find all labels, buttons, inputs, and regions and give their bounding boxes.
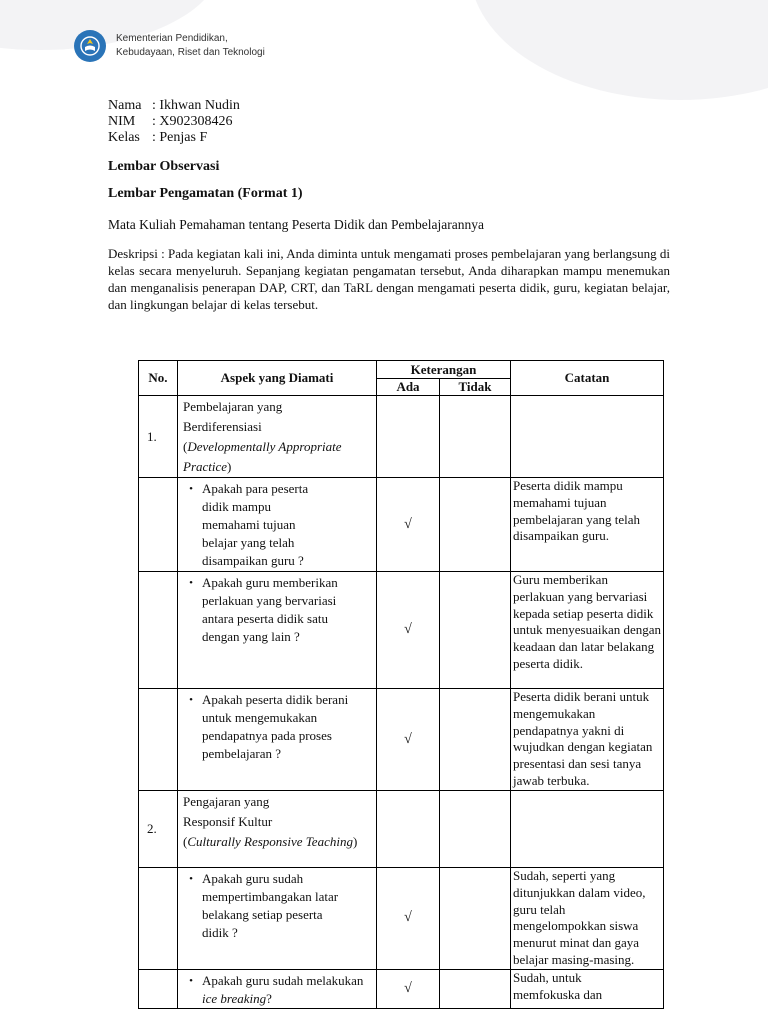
background-shape xyxy=(470,0,768,100)
note-text: Sudah, untuk memfokuska dan xyxy=(513,969,603,1002)
header-tidak: Tidak xyxy=(440,379,511,396)
bullet-icon: • xyxy=(189,873,193,885)
question-row xyxy=(139,868,664,970)
identity-row xyxy=(108,98,240,114)
question-text: Apakah peserta didik berani untuk mengemukakan pendapatnya pada proses pembelajaran ? xyxy=(202,692,349,761)
ministry-line-1: Kementerian Pendidikan, xyxy=(116,33,228,44)
paren-open: ( xyxy=(183,834,188,849)
ada-cell xyxy=(377,791,440,868)
identity-label: Nama xyxy=(108,98,142,113)
header-keterangan: Keterangan xyxy=(377,361,511,379)
empty-no-cell xyxy=(139,689,178,791)
empty-no-cell xyxy=(139,969,178,1008)
question-row xyxy=(139,478,664,572)
ministry-name xyxy=(116,32,265,60)
observation-table xyxy=(138,360,664,1009)
description-paragraph: Deskripsi : Pada kegiatan kali ini, Anda diminta untuk mengamati proses pembelajaran yang berlangsung di kelas secara menyeluruh. Sepanjang kegiatan pengamatan tersebut, Anda diharapkan mampu menemukan dan menganalisis penerapan DAP, CRT, dan TaRL dengan mengamati peserta didik, guru, kegiatan belajar, dan lingkungan belajar di kelas tersebut. xyxy=(108,246,670,312)
tidak-check xyxy=(440,969,511,1008)
section-number: 1. xyxy=(139,396,178,478)
tidak-check xyxy=(440,572,511,689)
tidak-check xyxy=(440,868,511,970)
section-title-line: Pengajaran yang xyxy=(183,794,270,809)
identity-value: : X902308426 xyxy=(152,114,233,129)
paren-open: ( xyxy=(183,439,188,454)
section-subtitle xyxy=(183,832,372,852)
paren-close: ) xyxy=(227,459,232,474)
note-cell xyxy=(511,572,664,689)
question-cell xyxy=(178,969,377,1008)
question-text: Apakah guru memberikan perlakuan yang bervariasi antara peserta didik satu dengan yang lain ? xyxy=(202,575,338,644)
tidak-cell xyxy=(440,791,511,868)
question-text: Apakah para peserta didik mampu memahami tujuan belajar yang telah disampaikan guru ? xyxy=(202,481,309,568)
note-cell xyxy=(511,969,664,1008)
question-cell xyxy=(178,868,377,970)
identity-label: Kelas xyxy=(108,130,140,145)
section-subtitle xyxy=(183,437,372,477)
ada-check: √ xyxy=(377,572,440,689)
question-prefix: Apakah guru sudah melakukan xyxy=(202,972,364,988)
question-text xyxy=(202,972,370,1008)
question-text: Apakah guru sudah mempertimbangakan latar belakang setiap peserta didik ? xyxy=(202,871,339,940)
bullet-icon: • xyxy=(189,694,193,706)
section-title xyxy=(178,791,377,868)
empty-no-cell xyxy=(139,478,178,572)
empty-no-cell xyxy=(139,572,178,689)
note-cell xyxy=(511,791,664,868)
ada-check: √ xyxy=(377,868,440,970)
note-text: Sudah, seperti yang ditunjukkan dalam video, guru telah mengelompokkan siswa menurut minat dan gaya belajar masing-masing. xyxy=(513,868,646,967)
tidak-check xyxy=(440,478,511,572)
tidak-cell xyxy=(440,396,511,478)
section-subtitle-italic: Culturally Responsive Teaching xyxy=(187,834,353,849)
question-row xyxy=(139,689,664,791)
identity-value: : Penjas F xyxy=(152,130,208,145)
ministry-line-2: Kebudayaan, Riset dan Teknologi xyxy=(116,47,265,58)
section-row xyxy=(139,396,664,478)
bullet-icon: • xyxy=(189,483,193,495)
ada-check: √ xyxy=(377,689,440,791)
section-subtitle-italic: Developmentally Appropriate Practice xyxy=(183,439,342,474)
question-row xyxy=(139,572,664,689)
question-italic: ice breaking xyxy=(202,990,267,1006)
question-cell xyxy=(178,572,377,689)
identity-row xyxy=(108,130,240,146)
identity-label: NIM xyxy=(108,114,136,129)
note-text: Peserta didik mampu memahami tujuan pembelajaran yang telah disampaikan guru. xyxy=(513,478,641,544)
question-cell xyxy=(178,478,377,572)
header-ada: Ada xyxy=(377,379,440,396)
header-no: No. xyxy=(139,361,178,396)
bullet-icon: • xyxy=(189,974,193,987)
tidak-check xyxy=(440,689,511,791)
section-title xyxy=(178,396,377,478)
ada-cell xyxy=(377,396,440,478)
note-cell xyxy=(511,868,664,970)
course-title: Mata Kuliah Pemahaman tentang Peserta Didik dan Pembelajarannya xyxy=(108,217,485,232)
question-cell xyxy=(178,689,377,791)
note-cell xyxy=(511,478,664,572)
note-text: Peserta didik berani untuk mengemukakan pendapatnya yakni di wujudkan dengan kegiatan presentasi dan sesi tanya jawab terbuka. xyxy=(513,689,653,788)
section-title-line: Responsif Kultur xyxy=(183,814,273,829)
format-heading: Lembar Pengamatan (Format 1) xyxy=(108,186,303,201)
header-catatan: Catatan xyxy=(511,361,664,396)
header-aspect: Aspek yang Diamati xyxy=(178,361,377,396)
letterhead xyxy=(74,30,265,62)
section-title-line: Pembelajaran yang xyxy=(183,399,283,414)
empty-no-cell xyxy=(139,868,178,970)
section-number: 2. xyxy=(139,791,178,868)
ada-check: √ xyxy=(377,478,440,572)
identity-value: : Ikhwan Nudin xyxy=(152,98,240,113)
observation-heading: Lembar Observasi xyxy=(108,159,220,174)
bullet-icon: • xyxy=(189,577,193,589)
tut-wuri-emblem-icon xyxy=(79,35,101,57)
identity-row xyxy=(108,114,240,130)
note-cell xyxy=(511,396,664,478)
note-text: Guru memberikan perlakuan yang bervariasi kepada setiap peserta didik untuk menyesuaikan dengan keadaan dan latar belakang peserta didik. xyxy=(513,572,662,671)
ministry-logo xyxy=(74,30,106,62)
question-suffix: ? xyxy=(266,990,272,1006)
section-row xyxy=(139,791,664,868)
student-identity xyxy=(108,98,240,146)
ada-check: √ xyxy=(377,969,440,1008)
section-title-line: Berdiferensiasi xyxy=(183,419,262,434)
question-row xyxy=(139,969,664,1008)
paren-close: ) xyxy=(352,834,358,849)
note-cell xyxy=(511,689,664,791)
